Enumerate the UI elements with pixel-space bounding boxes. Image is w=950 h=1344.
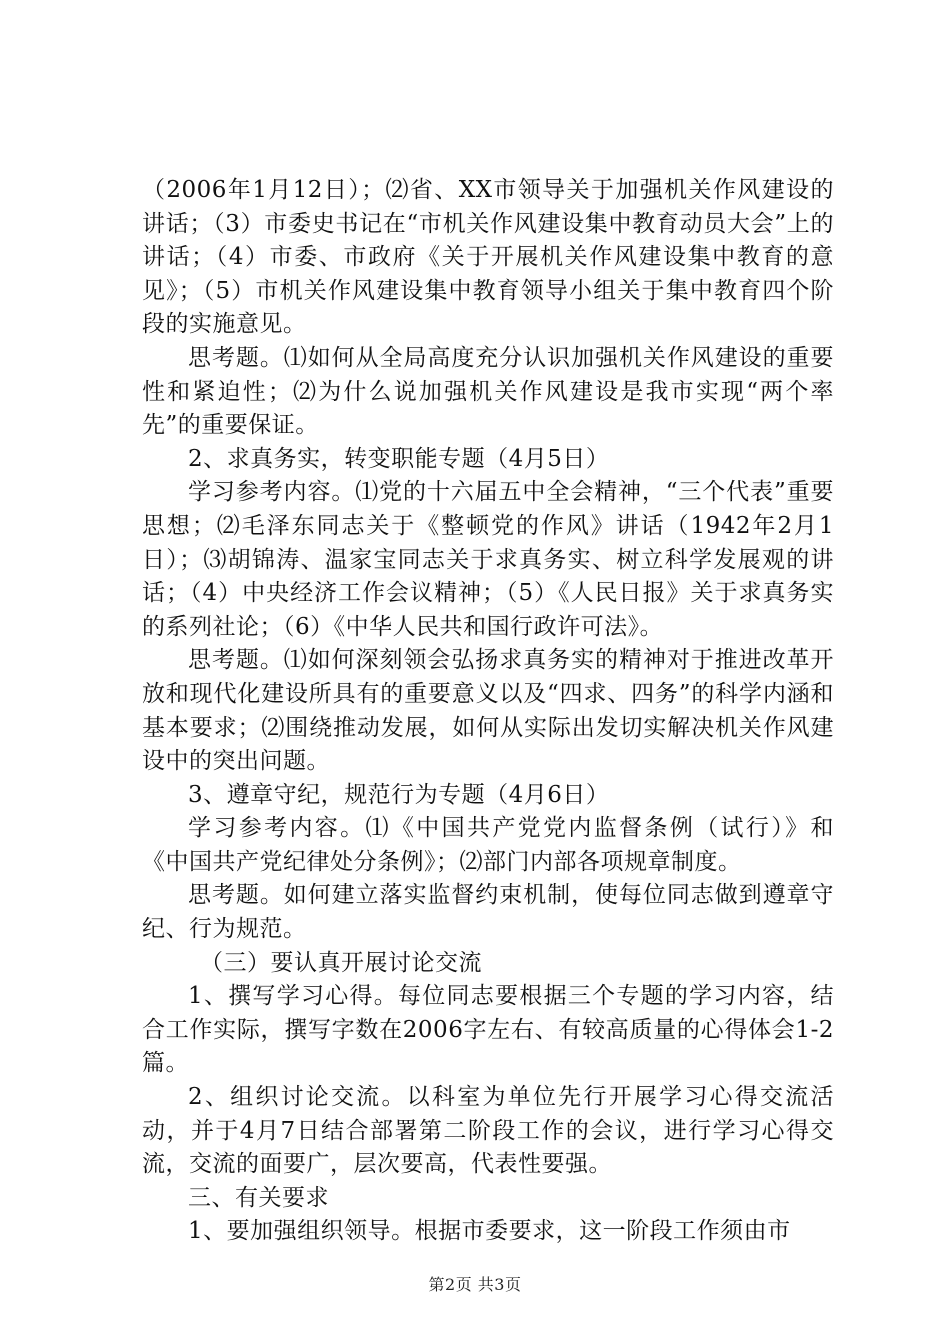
paragraph-discussion-exchange: 2、组织讨论交流。以科室为单位先行开展学习心得交流活动，并于4月7日结合部署第二阶段工作的会议，进行学习心得交流，交流的面要广，层次要高，代表性要强。 [142, 1084, 834, 1178]
paragraph-organization: 1、要加强组织领导。根据市委要求，这一阶段工作须由市 [188, 1218, 791, 1245]
paragraph-questions-2: 思考题。⑴如何深刻领会弘扬求真务实的精神对于推进改革开放和现代化建设所具有的重要意义以及“四求、四务”的科学内涵和基本要求；⑵围绕推动发展，如何从实际出发切实解决机关作风建设中的突出问题。 [142, 647, 834, 775]
paragraph-reference-2: 学习参考内容。⑴党的十六届五中全会精神，“三个代表”重要思想；⑵毛泽东同志关于《整顿党的作风》讲话（1942年2月1日）；⑶胡锦涛、温家宝同志关于求真务实、树立科学发展观的讲话；（4）中央经济工作会议精神；（5）《人民日报》关于求真务实的系列社论；（6）《中华人民共和国行政许可法》。 [142, 479, 834, 640]
topic-heading-3: 3、遵章守纪，规范行为专题（4月6日） [188, 781, 610, 808]
topic-heading-2: 2、求真务实，转变职能专题（4月5日） [188, 445, 610, 472]
paragraph-questions-3: 思考题。如何建立落实监督约束机制，使每位同志做到遵章守纪、行为规范。 [142, 882, 834, 943]
paragraph-reference-list: （2006年1月12日）；⑵省、XX市领导关于加强机关作风建设的讲话；（3）市委史书记在“市机关作风建设集中教育动员大会”上的讲话；（4）市委、市政府《关于开展机关作风建设集中教育的意见》；（5）市机关作风建设集中教育领导小组关于集中教育四个阶段的实施意见。 [142, 177, 834, 338]
section-heading-discussion: （三）要认真开展讨论交流 [200, 949, 482, 976]
paragraph-reference-3: 学习参考内容。⑴《中国共产党党内监督条例（试行）》和《中国共产党纪律处分条例》；⑵部门内部各项规章制度。 [142, 815, 834, 875]
paragraph-writing-notes: 1、撰写学习心得。每位同志要根据三个专题的学习内容，结合工作实际，撰写字数在2006字左右、有较高质量的心得体会1-2篇。 [142, 983, 834, 1077]
document-body [142, 174, 834, 1249]
section-heading-requirements: 三、有关要求 [188, 1184, 329, 1211]
paragraph-questions-1: 思考题。⑴如何从全局高度充分认识加强机关作风建设的重要性和紧迫性；⑵为什么说加强机关作风建设是我市实现“两个率先”的重要保证。 [142, 344, 834, 439]
page-footer: 第2页 共3页 [428, 1275, 522, 1294]
